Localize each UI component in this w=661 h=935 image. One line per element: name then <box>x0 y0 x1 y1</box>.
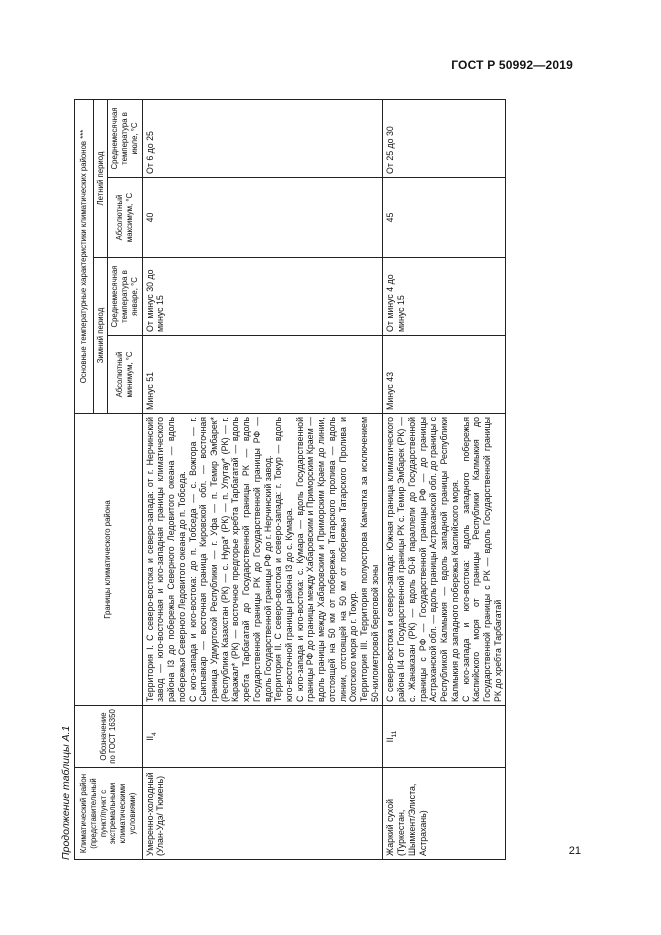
table-continuation-caption: Продолжение таблицы А.1 <box>60 725 72 860</box>
summer-jul-avg-value: От 25 до 30 <box>383 99 506 177</box>
header-summer-abs-max: Абсолютный максимум, °С <box>108 178 142 258</box>
header-region: Климатический район (представительный пункт/пункт с экстремальными климатическими условиями) <box>75 768 143 860</box>
summer-abs-max-value: 40 <box>142 178 383 258</box>
region-designation: $II_{11}$ <box>383 706 506 768</box>
header-winter-abs-min: Абсолютный минимум, °С <box>108 336 142 414</box>
rotated-page-content <box>60 100 600 860</box>
summer-abs-max-value: 45 <box>383 178 506 258</box>
document-code: ГОСТ Р 50992—2019 <box>451 58 573 72</box>
winter-abs-min-value: Минус 43 <box>383 336 506 414</box>
header-summer-period: Летний период <box>93 99 108 257</box>
table-row <box>142 99 383 859</box>
climate-regions-table <box>74 99 506 860</box>
header-designation: Обозначение по ГОСТ 16350 <box>75 706 143 768</box>
winter-jan-avg-value: От минус 30 до минус 15 <box>142 258 383 336</box>
page-number: 21 <box>568 845 581 857</box>
header-winter-jan-avg: Среднемесячная температура в январе, °С <box>108 258 142 336</box>
region-boundaries: С северо-востока и северо-запада: Южная граница климатического района II4 от Государственной границы РК с. Темир Эмбарек (РК) — с. Жанаказан (РК) — вдоль 50-й параллели до Государственной границы с РФ — Государственной границы РФ — до границы Астраханской обл. — вдоль границы Астраханской обл. до границы с Республикой Калмыкия — вдоль западной границы Республики Калмыкия до западного побережья Каспийского моря. С юго-запада и юго-востока: вдоль западного побережья Каспийского моря от границы Республики Калмыкия до Государственной границы с РК — вдоль Государственной границы РК до хребта Тарбагатай <box>383 414 506 706</box>
region-name: Жаркий сухой (Туркестан, Шымкент/Элиста, Астрахань) <box>383 768 506 860</box>
header-summer-jul-avg: Среднемесячная температура в июле, °С <box>108 99 142 177</box>
table-row <box>383 99 506 859</box>
winter-abs-min-value: Минус 51 <box>142 336 383 414</box>
region-boundaries: Территория I. С северо-востока и северо-запада: от г. Нерчинский завод — юго-восточная и юго-западная границы климатического района I3 до побережья Северного Ледовитого океана — вдоль побережья Северного Ледовитого океана до п. Тобседа. С юго-запада и юго-востока: до п. Тобседа — с. Вожгора — г. Сыктывкар — восточная граница Кировской обл. — восточная граница Удмуртской Республики — г. Уфа — п. Темир Эмбарек* (Республика Казахстан (РК) — с. Нура* (РК) — п. Улутау* (РК) — г. Каражал* (РК) — восточное предгорье хребта Тарбагатай — вдоль хребта Тарбагатай до Государственной границы РК — вдоль Государственной границы РК до Государственной границы РФ — вдоль Государственной границы РФ до г. Нерчинский завод. Территория II. С северо-востока и северо-запада: г. Токур — вдоль юго-восточной границы района I3 до с. Кумара. С юго-запада и юго-востока: с. Кумара — вдоль Государственной границы РФ до границы между Хабаровским и Приморским Краем — вдоль границы между Хабаровским и Приморским Краем до линии, отстоящей на 50 км от побережья Татарского пролива — вдоль линии, отстоящей на 50 км от побережья Татарского Пролива и Охотского моря до г. Токур. Территория III. Территория полуострова Камчатка за исключением 50-километровой береговой зоны <box>142 414 383 706</box>
region-name: Умеренно-холодный (Улан-Удэ/ Тюмень) <box>142 768 383 860</box>
header-temperature-group: Основные температурные характеристики климатических районов *** <box>75 99 94 413</box>
header-boundaries: Границы климатического района <box>75 414 143 706</box>
winter-jan-avg-value: От минус 4 до минус 15 <box>383 258 506 336</box>
header-winter-period: Зимний период <box>93 258 108 414</box>
region-designation: $II_4$ <box>142 706 383 768</box>
summer-jul-avg-value: От 6 до 25 <box>142 99 383 177</box>
